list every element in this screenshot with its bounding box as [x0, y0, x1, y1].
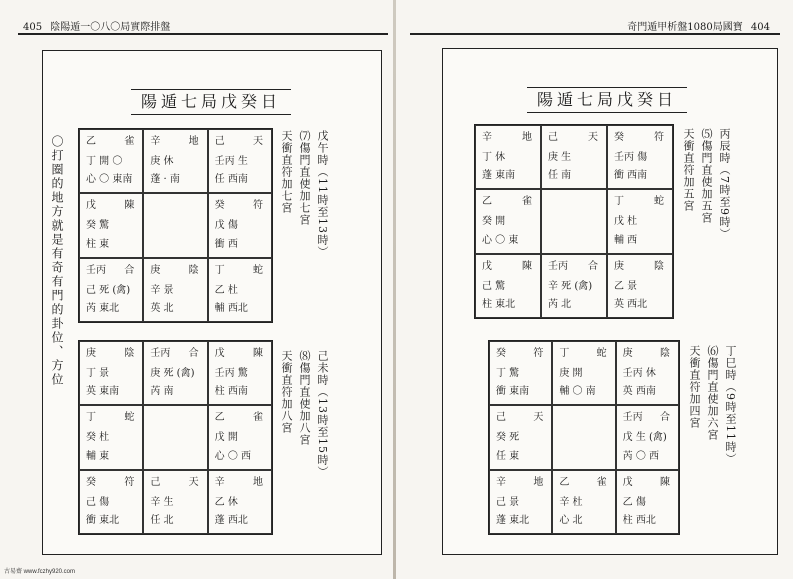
palace-cell	[79, 129, 143, 193]
palace-tl: 癸	[614, 132, 624, 143]
palace-tr: 蛇	[253, 264, 263, 276]
palace-tr: 天	[533, 412, 544, 424]
palace-cell	[208, 193, 272, 257]
palace-tr: 雀	[522, 196, 532, 208]
left-chart1-line1: ⑺傷門直使加七宮	[298, 130, 311, 226]
palace-tr: 合	[188, 348, 199, 359]
palace-tl: 辛	[496, 476, 506, 488]
palace-b: 英 北	[150, 303, 174, 314]
palace-m: 辛 景	[150, 284, 174, 296]
left-chart2-time: 己未時（13時至15時）	[316, 350, 329, 478]
palace-tr: 地	[533, 476, 544, 488]
palace-m: 丁 開 〇	[86, 156, 123, 167]
palace-tl: 乙	[214, 412, 225, 424]
palace-tr: 蛇	[654, 196, 664, 208]
palace-tl: 丁	[86, 412, 96, 424]
palace-m: 辛 杜	[559, 496, 583, 508]
palace-m: 癸 驚	[86, 220, 110, 232]
palace-tr: 陳	[522, 260, 532, 272]
palace-m: 乙 杜	[214, 284, 238, 296]
palace-tl: 辛	[150, 136, 161, 147]
palace-b: 任 東	[496, 450, 520, 462]
palace-tl: 癸	[86, 476, 96, 488]
palace-m: 辛 生	[150, 496, 174, 508]
palace-cell	[208, 470, 272, 534]
palace-cell	[143, 405, 207, 469]
palace-b: 衝 東南	[496, 386, 530, 398]
left-grid-1	[78, 128, 273, 323]
left-chart1-line2: 天衝直符加七宮	[280, 130, 293, 214]
palace-cell	[79, 341, 143, 405]
right-chart1-line1: ⑸傷門直使加五宮	[700, 128, 713, 224]
palace-tl: 庚	[622, 348, 633, 359]
palace-tl: 壬丙	[150, 348, 171, 359]
palace-tl: 己	[548, 132, 558, 143]
palace-cell	[143, 258, 207, 322]
palace-m: 己 死 (禽)	[86, 284, 131, 296]
palace-cell	[489, 405, 552, 469]
palace-b: 芮 南	[150, 386, 174, 398]
palace-tr: 陳	[659, 476, 670, 488]
palace-m: 壬丙 休	[622, 368, 656, 379]
palace-cell	[143, 341, 207, 405]
palace-tl: 丁	[214, 264, 225, 276]
palace-b: 輔 東	[86, 450, 110, 462]
palace-b: 柱 西南	[214, 386, 248, 398]
palace-cell	[208, 341, 272, 405]
palace-tr: 地	[522, 132, 532, 143]
palace-tl: 癸	[214, 200, 225, 212]
palace-b: 蓬 西北	[214, 515, 248, 526]
right-grid-2	[488, 340, 680, 535]
palace-b: 心 〇 西	[214, 450, 252, 462]
palace-cell	[143, 470, 207, 534]
palace-tl: 辛	[214, 476, 225, 488]
palace-cell	[143, 129, 207, 193]
palace-tl: 戊	[214, 348, 225, 359]
palace-b: 蓬 · 南	[150, 174, 180, 186]
palace-tr: 合	[124, 264, 135, 276]
left-chart-title: 陽遁七局戊癸日	[131, 89, 291, 115]
palace-m: 乙 休	[214, 496, 238, 508]
palace-tr: 蛇	[124, 412, 135, 424]
right-page-number: 404	[750, 22, 770, 33]
palace-tl: 庚	[150, 264, 161, 276]
palace-cell	[616, 470, 679, 534]
palace-tr: 符	[654, 132, 664, 143]
palace-tr: 天	[188, 476, 199, 488]
palace-cell	[616, 405, 679, 469]
palace-m: 戊 生 (禽)	[622, 432, 667, 444]
palace-b: 蓬 東北	[496, 515, 530, 526]
palace-tr: 符	[253, 200, 263, 212]
palace-tr: 雀	[124, 136, 135, 147]
palace-m: 己 景	[496, 496, 520, 508]
palace-m: 癸 開	[482, 216, 506, 228]
palace-b: 柱 東北	[482, 299, 516, 310]
palace-tr: 地	[188, 136, 199, 147]
left-grid-2	[78, 340, 273, 535]
palace-tr: 陰	[124, 348, 135, 359]
palace-tr: 雀	[596, 476, 607, 488]
palace-m: 壬丙 生	[214, 156, 248, 167]
palace-b: 衝 東北	[86, 515, 120, 526]
palace-tr: 天	[588, 132, 598, 143]
palace-m: 戊 杜	[614, 216, 638, 228]
palace-m: 庚 開	[559, 368, 583, 379]
palace-tr: 陰	[659, 348, 670, 359]
palace-b: 心 〇 東南	[86, 174, 133, 186]
palace-tl: 乙	[86, 136, 96, 147]
palace-tl: 壬丙	[86, 264, 106, 276]
palace-b: 柱 西北	[622, 515, 656, 526]
palace-cell	[607, 125, 673, 189]
palace-m: 庚 生	[548, 152, 572, 163]
left-chart2-line2: 天衝直符加八宮	[280, 350, 293, 434]
palace-cell	[552, 405, 615, 469]
right-page	[396, 0, 793, 579]
palace-m: 壬丙 驚	[214, 368, 248, 379]
left-header-title: 陰陽遁一〇八〇局實際排盤	[50, 22, 171, 33]
palace-tl: 戊	[86, 200, 96, 212]
palace-cell	[607, 254, 673, 318]
left-page-number: 405	[23, 22, 43, 33]
palace-b: 芮 〇 西	[622, 450, 660, 462]
palace-tl: 丁	[614, 196, 624, 208]
left-page	[0, 0, 393, 579]
palace-b: 芮 北	[548, 299, 572, 310]
palace-cell	[541, 254, 607, 318]
palace-tr: 天	[253, 136, 263, 147]
palace-m: 庚 死 (禽)	[150, 368, 195, 379]
palace-tr: 地	[253, 476, 263, 488]
right-chart1-line2: 天衝直符加五宮	[682, 128, 695, 212]
palace-m: 己 傷	[86, 496, 110, 508]
palace-m: 辛 死 (禽)	[548, 280, 593, 292]
palace-cell	[552, 470, 615, 534]
palace-tl: 庚	[614, 260, 624, 272]
palace-tr: 合	[659, 412, 670, 424]
palace-cell	[489, 341, 552, 405]
palace-b: 任 西南	[214, 174, 248, 186]
palace-tr: 蛇	[596, 348, 607, 359]
palace-m: 癸 死	[496, 432, 520, 444]
palace-tr: 陰	[654, 260, 664, 272]
palace-cell	[208, 129, 272, 193]
left-header	[18, 18, 170, 33]
palace-m: 癸 杜	[86, 432, 110, 444]
palace-cell	[541, 189, 607, 253]
palace-tr: 陰	[188, 264, 199, 276]
palace-b: 柱 東	[86, 238, 110, 250]
palace-cell	[541, 125, 607, 189]
palace-tr: 雀	[253, 412, 263, 424]
palace-cell	[607, 189, 673, 253]
palace-m: 庚 休	[150, 156, 174, 167]
palace-tl: 庚	[86, 348, 96, 359]
palace-tr: 合	[588, 260, 598, 272]
palace-b: 蓬 東南	[482, 170, 516, 182]
palace-b: 任 北	[150, 515, 174, 526]
palace-tl: 乙	[559, 476, 570, 488]
right-chart2-line1: ⑹傷門直使加六宮	[706, 345, 719, 441]
palace-b: 衝 西	[214, 238, 238, 250]
palace-tl: 乙	[482, 196, 492, 208]
palace-tl: 己	[496, 412, 506, 424]
palace-tl: 壬丙	[622, 412, 643, 424]
palace-tl: 戊	[622, 476, 633, 488]
left-header-rule	[18, 33, 388, 35]
palace-cell	[475, 189, 541, 253]
palace-b: 衝 西南	[614, 170, 648, 182]
palace-tl: 丁	[559, 348, 570, 359]
palace-m: 丁 休	[482, 152, 506, 163]
palace-m: 乙 景	[614, 280, 638, 292]
palace-b: 輔 西	[614, 234, 638, 246]
palace-tl: 癸	[496, 348, 506, 359]
palace-cell	[475, 254, 541, 318]
palace-m: 丁 驚	[496, 368, 520, 379]
right-header	[627, 18, 775, 33]
palace-cell	[79, 405, 143, 469]
palace-tr: 符	[124, 476, 135, 488]
palace-b: 任 南	[548, 170, 572, 182]
palace-m: 壬丙 傷	[614, 152, 648, 163]
footer-watermark: 古易齋 www.fczhy920.com	[4, 569, 76, 575]
palace-tr: 陳	[253, 348, 263, 359]
palace-tr: 符	[533, 348, 544, 359]
left-chart2-line1: ⑻傷門直使加八宮	[298, 350, 311, 446]
palace-b: 英 西北	[614, 299, 648, 310]
palace-m: 乙 傷	[622, 496, 646, 508]
palace-tl: 己	[214, 136, 225, 147]
palace-cell	[79, 193, 143, 257]
palace-cell	[208, 258, 272, 322]
palace-b: 輔 西北	[214, 303, 248, 314]
palace-m: 丁 景	[86, 368, 110, 379]
palace-cell	[79, 470, 143, 534]
palace-cell	[616, 341, 679, 405]
right-header-title: 奇門遁甲析盤1080局國寶	[627, 22, 743, 33]
palace-b: 芮 東北	[86, 303, 120, 314]
right-chart1-time: 丙辰時（7時至9時）	[718, 128, 731, 240]
palace-m: 己 驚	[482, 280, 506, 292]
right-grid-1	[474, 124, 674, 319]
left-chart1-time: 戊午時（11時至13時）	[316, 130, 329, 258]
palace-cell	[208, 405, 272, 469]
palace-b: 心 北	[559, 515, 583, 526]
right-header-rule	[410, 33, 780, 35]
right-chart-title: 陽遁七局戊癸日	[527, 87, 687, 113]
right-chart2-line2: 天衝直符加四宮	[688, 345, 701, 429]
left-note: 〇打圈的地方就是有奇有門的卦位、方位	[50, 135, 64, 387]
palace-b: 輔 〇 南	[559, 386, 596, 398]
palace-cell	[552, 341, 615, 405]
palace-tr: 陳	[124, 200, 135, 212]
palace-cell	[79, 258, 143, 322]
palace-cell	[489, 470, 552, 534]
palace-b: 英 東南	[86, 386, 120, 398]
palace-b: 英 西南	[622, 386, 656, 398]
palace-cell	[475, 125, 541, 189]
palace-m: 戊 傷	[214, 220, 238, 232]
palace-b: 心 〇 東	[482, 234, 519, 246]
right-chart2-time: 丁巳時（9時至11時）	[724, 345, 737, 465]
palace-tl: 壬丙	[548, 260, 568, 272]
palace-cell	[143, 193, 207, 257]
palace-m: 戊 開	[214, 432, 238, 444]
palace-tl: 戊	[482, 260, 492, 272]
palace-tl: 辛	[482, 132, 492, 143]
palace-tl: 己	[150, 476, 161, 488]
